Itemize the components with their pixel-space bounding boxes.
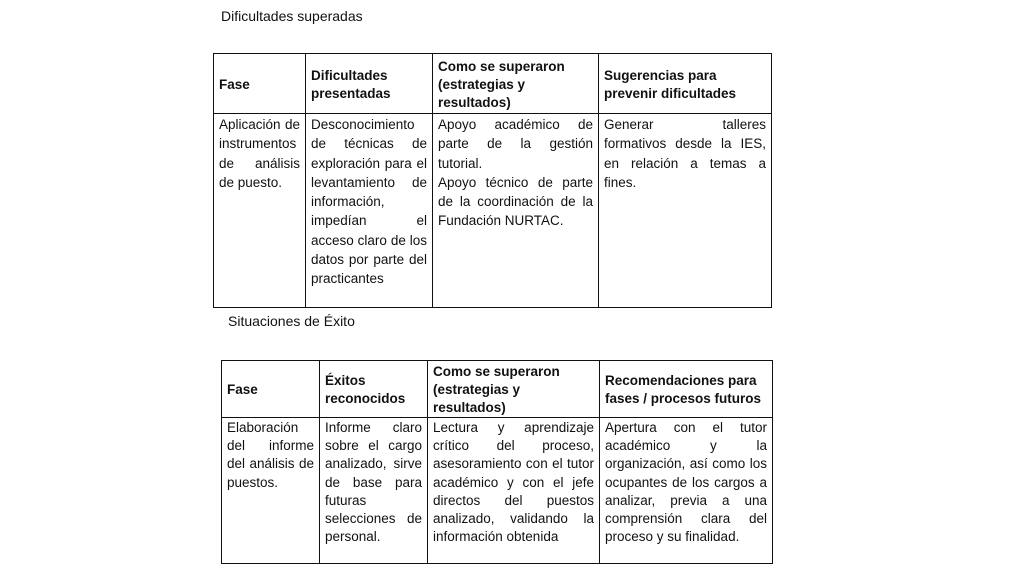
- cell-como-se-superaron: [428, 418, 600, 564]
- header-fase: Fase: [222, 361, 320, 418]
- cell-como-se-superaron-text: Apoyo académico de parte de la gestión tutorial. Apoyo técnico de parte de la coordinación de la Fundación NURTAC.: [438, 117, 593, 229]
- header-fase: Fase: [214, 54, 306, 114]
- difficulties-table: [213, 53, 772, 308]
- cell-fase: [214, 114, 306, 308]
- cell-sugerencias: [599, 114, 772, 308]
- section-heading-exito: Situaciones de Éxito: [228, 313, 355, 329]
- cell-sugerencias-text: Generar talleres formativos desde la IES, en relación a temas a fines.: [604, 117, 766, 190]
- cell-recomendaciones-text: Apertura con el tutor académico y la organización, así como los ocupantes de los cargos a analizar, previa a una comprensión clara del proceso y su finalidad.: [605, 420, 767, 545]
- header-exitos: Éxitos reconocidos: [320, 361, 428, 418]
- cell-fase-text: Elaboración del informe del análisis de puestos.: [227, 420, 314, 490]
- cell-como-se-superaron-text: Lectura y aprendizaje crítico del proceso, asesoramiento con el tutor académico y con el jefe directos del puestos analizado, validando la información obtenida: [433, 420, 594, 545]
- cell-exitos: [320, 418, 428, 564]
- cell-fase: [222, 418, 320, 564]
- header-sugerencias: Sugerencias para prevenir dificultades: [599, 54, 772, 114]
- table-header-row: [222, 361, 773, 418]
- cell-recomendaciones: [600, 418, 773, 564]
- table-row: [222, 418, 773, 564]
- success-table: [221, 360, 773, 564]
- header-dificultades: Dificultades presentadas: [306, 54, 433, 114]
- cell-dificultades-text: Desconocimiento de técnicas de exploración para el levantamiento de información, impedían el acceso claro de los datos por parte del practicantes: [311, 117, 427, 287]
- cell-como-se-superaron: [433, 114, 599, 308]
- table-header-row: [214, 54, 772, 114]
- header-como-se-superaron: Como se superaron (estrategias y resultados): [433, 54, 599, 114]
- table-row: [214, 114, 772, 308]
- section-heading-dificultades: Dificultades superadas: [221, 8, 363, 24]
- cell-exitos-text: Informe claro sobre el cargo analizado, sirve de base para futuras selecciones de personal.: [325, 420, 422, 545]
- cell-fase-text: Aplicación de instrumentos de análisis de puesto.: [219, 117, 300, 190]
- header-recomendaciones: Recomendaciones para fases / procesos futuros: [600, 361, 773, 418]
- cell-dificultades: [306, 114, 433, 308]
- header-como-se-superaron: Como se superaron (estrategias y resultados): [428, 361, 600, 418]
